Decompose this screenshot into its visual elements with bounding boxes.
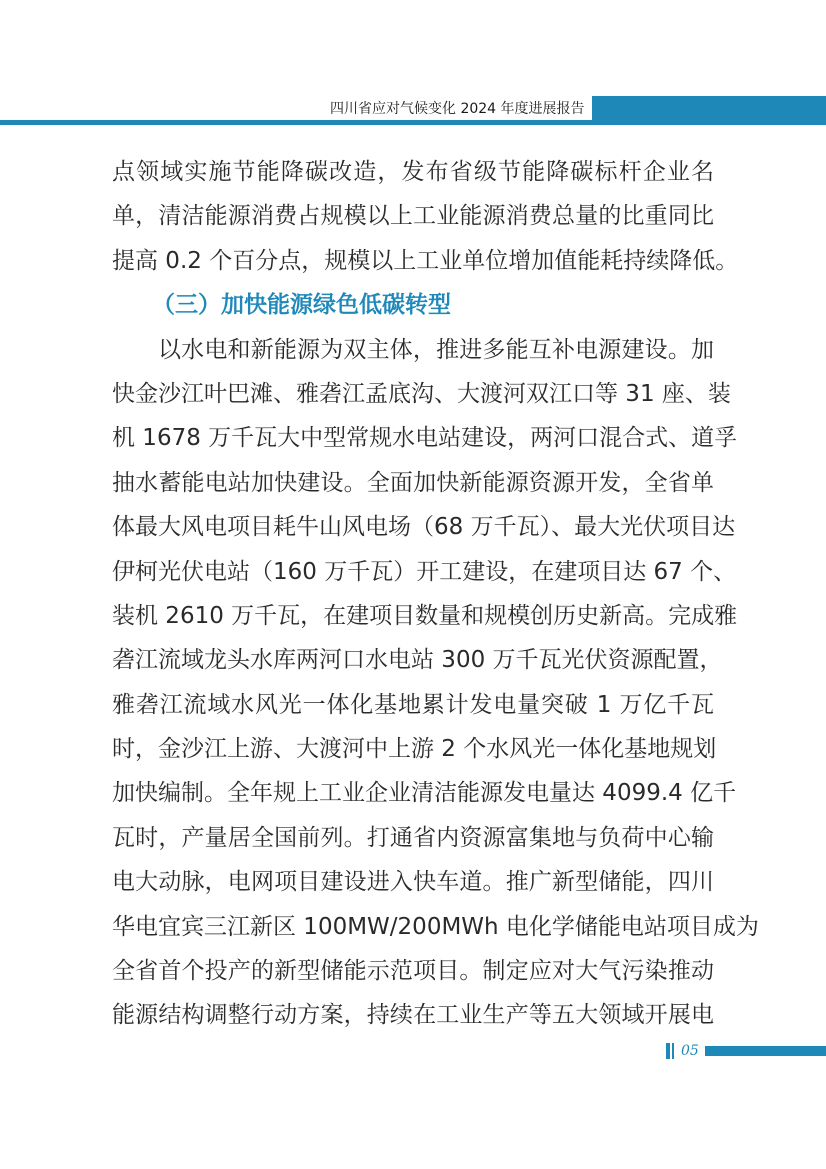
paragraph-line: 点领域实施节能降碳改造，发布省级节能降碳标杆企业名: [112, 159, 714, 185]
body-text: [112, 150, 759, 1038]
paragraph-line: 全省首个投产的新型储能示范项目。制定应对大气污染推动: [112, 958, 714, 985]
paragraph-line: 抽水蓄能电站加快建设。全面加快新能源资源开发，全省单: [112, 469, 714, 496]
footer-marker: [666, 1043, 670, 1059]
header-accent-tab: [592, 96, 826, 125]
paragraph-line: 伊柯光伏电站（160 万千瓦）开工建设，在建项目达 67 个、: [112, 558, 737, 585]
paragraph-line: 瓦时，产量居全国前列。打通省内资源富集地与负荷中心输: [112, 824, 714, 851]
paragraph-line: 以水电和新能源为双主体，推进多能互补电源建设。加: [158, 336, 714, 363]
paragraph-line: 电大动脉，电网项目建设进入快车道。推广新型储能，四川: [112, 869, 714, 896]
paragraph-line: 装机 2610 万千瓦，在建项目数量和规模创历史新高。完成雅: [112, 602, 738, 629]
footer-accent-bar: [705, 1046, 826, 1056]
paragraph-line: 时，金沙江上游、大渡河中上游 2 个水风光一体化基地规划: [112, 736, 717, 763]
paragraph-line: 雅砻江流域水风光一体化基地累计发电量突破 1 万亿千瓦: [112, 691, 714, 718]
page-number: 05: [681, 1043, 699, 1059]
paragraph-line: 能源结构调整行动方案，持续在工业生产等五大领域开展电: [112, 1002, 714, 1029]
section-heading: （三）加快能源绿色低碳转型: [152, 291, 451, 319]
paragraph-line: 提高 0.2 个百分点，规模以上工业单位增加值能耗持续降低。: [112, 247, 739, 274]
running-header-title: 四川省应对气候变化 2024 年度进展报告: [330, 101, 585, 117]
paragraph-line: 砻江流域龙头水库两河口水电站 300 万千瓦光伏资源配置，: [112, 647, 723, 674]
footer-marker-thin: [672, 1043, 674, 1059]
paragraph-line: 体最大风电项目耗牛山风电场（68 万千瓦）、最大光伏项目达: [112, 514, 736, 541]
paragraph-line: 华电宜宾三江新区 100MW/200MWh 电化学储能电站项目成为: [112, 913, 759, 940]
paragraph-line: 机 1678 万千瓦大中型常规水电站建设，两河口混合式、道孚: [112, 425, 738, 452]
paragraph-line: 快金沙江叶巴滩、雅砻江孟底沟、大渡河双江口等 31 座、装: [112, 380, 731, 407]
paragraph-line: 单，清洁能源消费占规模以上工业能源消费总量的比重同比: [112, 203, 714, 230]
paragraph-line: 加快编制。全年规上工业企业清洁能源发电量达 4099.4 亿千: [112, 780, 737, 807]
